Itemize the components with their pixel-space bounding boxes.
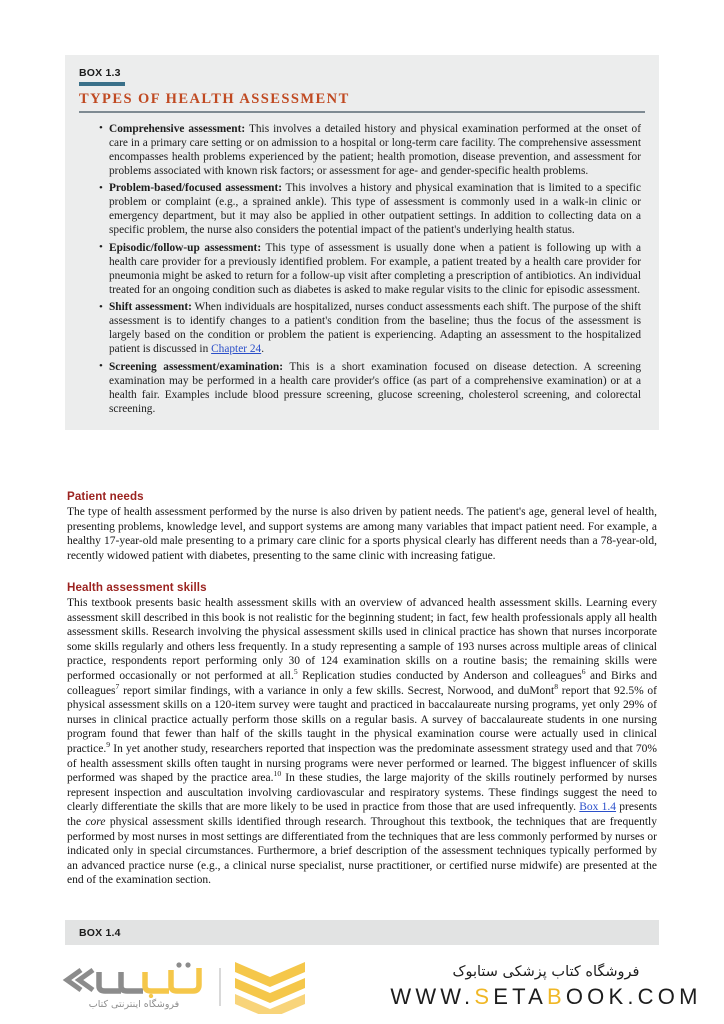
chapter-24-link[interactable]: Chapter 24 xyxy=(211,343,262,355)
paragraph-health-assessment-skills xyxy=(67,596,657,888)
box-1-4 xyxy=(65,920,659,945)
par-text: Replication studies conducted by Anderson and colleagues xyxy=(297,669,582,682)
bullet-term: Screening assessment/examination: xyxy=(109,360,284,373)
list-item xyxy=(99,241,641,297)
logo-subtitle: فروشگاه اینترنتی کتاب xyxy=(88,999,180,1010)
reference-marker-5[interactable]: 5 xyxy=(293,667,298,677)
footer-brand-text xyxy=(368,964,724,1010)
setabook-logo[interactable] xyxy=(0,960,368,1014)
list-item xyxy=(99,360,641,416)
bullet-dot: • xyxy=(99,122,103,134)
bullet-term: Shift assessment: xyxy=(109,301,192,313)
bullet-term: Episodic/follow-up assessment: xyxy=(109,241,262,254)
box-1-4-number: BOX 1.4 xyxy=(79,927,121,939)
reference-marker-6[interactable]: 6 xyxy=(581,667,586,677)
bullet-text: This involves a history and physical examination that is limited to a specific problem or complaint (e.g., a sprained ankle). This type of assessment is commonly used in a walk-in clinic or emergency department, but it may also be applied in other outpatient settings. In addition to collecting data on a specific problem, the nurse also considers the potential impact of the patient's underlying health status. xyxy=(109,182,641,236)
bullet-dot: • xyxy=(99,360,103,372)
box-1-3-title: TYPES OF HEALTH ASSESSMENT xyxy=(79,90,350,107)
reference-marker-10[interactable]: 10 xyxy=(273,769,282,779)
bullet-text: This type of assessment is usually done when a patient is following up with a health care provider for a previously identified problem. For example, a patient treated by a health care provider for pneumonia might be asked to return for a follow-up visit after completing a prescription of antibiotics. An individual treated for an ongoing condition such as diabetes is asked to make regular visits to the clinic for episodic assessment. xyxy=(109,241,641,296)
emphasis-core: core xyxy=(85,815,106,828)
box-1-3-divider xyxy=(79,111,645,113)
bullet-term: Problem-based/focused assessment: xyxy=(109,182,282,194)
website-url[interactable]: WWW.SETABOOK.COM xyxy=(390,984,702,1009)
bullet-text: When individuals are hospitalized, nurses conduct assessments each shift. The purpose of the shift assessment is to identify changes to a patient's condition from the baseline; thus the focus of the assessment is largely based on the condition or problem the patient is experiencing. Adapting an assessment to the hospitalized patient is discussed in xyxy=(109,301,641,355)
triple-chevron-mark-icon xyxy=(231,960,309,1014)
box-1-3-accent-rule xyxy=(79,82,125,86)
footer-watermark xyxy=(0,950,724,1024)
par-text: In yet another study, researchers reported that inspection was the predominate assessment strategy used and that 70% of health assessment skills often taught in nursing programs were never performed or learned. The biggest influencer of skills performed was shaped by the practice area. xyxy=(67,742,657,785)
section-heading-health-assessment-skills: Health assessment skills xyxy=(67,581,207,594)
list-item xyxy=(99,300,641,356)
par-text: This textbook presents basic health assessment skills with an overview of advanced health assessment skills. Learning every assessment skill described in this book is not realistic for the beginning student; in fact, few health professionals apply all health assessment skills. Research involving the physical assessment skills used in clinical practice has shown that nurses incorporate some skills regularly and others less frequently. In a study representing a sample of 193 nurses across multiple areas of clinical practice, respondents report performing only 30 of 124 examination skills on a routine basis; the remaining skills were performed occasionally or not performed at all. xyxy=(67,597,657,682)
reference-marker-9[interactable]: 9 xyxy=(106,740,111,750)
bullet-dot: • xyxy=(99,181,103,194)
logo-wordmark xyxy=(59,964,209,1010)
par-text: report that 92.5% of physical assessment skills on a 120-item survey were taught and practiced in baccalaureate nursing programs, yet only 29% of nurses in clinical practice actually perform those skills on a regular basis. A survey of baccalaureate students in one nursing program found that fewer than half of the skills taught in the physical examination course were actually used in clinical practice. xyxy=(67,684,657,755)
box-1-3-number: BOX 1.3 xyxy=(79,67,121,79)
paragraph-patient-needs: The type of health assessment performed by the nurse is also driven by patient needs. The patient's age, general level of health, presenting problems, knowledge level, and support systems are among many variables that impact patient need. For example, a healthy 17-year-old male presenting to a primary care clinic for a sports physical clearly has different needs than a 78-year-old, recently widowed patient with diabetes, presenting to the same clinic with increasing fatigue. xyxy=(67,506,657,562)
reference-marker-7[interactable]: 7 xyxy=(115,681,120,691)
par-text: report similar findings, with a variance in only a few skills. Secrest, Norwood, and duMont xyxy=(119,684,555,697)
reference-marker-8[interactable]: 8 xyxy=(554,681,559,691)
par-text: and Birks and colleagues xyxy=(67,669,657,697)
box-1-3 xyxy=(65,55,659,430)
setab-script-logo-icon xyxy=(59,962,209,998)
box-1-4-link[interactable]: Box 1.4 xyxy=(579,801,617,814)
logo-divider xyxy=(219,968,221,1006)
par-text: physical assessment skills identified through research. Throughout this textbook, the techniques that are frequently performed by most nurses in most settings are differentiated from the techniques that are less commonly performed by nurses or indicated only in special circumstances. Furthermore, a brief description of the assessment techniques typically performed by an advanced practice nurse (e.g., a clinical nurse specialist, nurse practitioner, or certified nurse midwife) are presented at the end of the examination section. xyxy=(67,815,658,887)
bullet-text-after: . xyxy=(261,343,265,355)
bullet-term: Comprehensive assessment: xyxy=(109,122,246,135)
list-item xyxy=(99,181,641,237)
section-heading-patient-needs: Patient needs xyxy=(67,490,144,503)
par-text: presents the xyxy=(67,801,657,828)
bullet-dot: • xyxy=(99,241,103,253)
bullet-dot: • xyxy=(99,300,103,313)
persian-tagline: فروشگاه کتاب پزشکی ستابوک xyxy=(452,964,640,980)
logo-script-icon xyxy=(59,964,209,998)
par-text: In these studies, the large majority of the skills routinely performed by nurses represent inspection and auscultation involving cardiovascular and respiratory systems. These findings suggest the need to clearly differentiate the skills that are more likely to be used in practice from those that are used infrequently. xyxy=(67,772,658,814)
bullet-text: This involves a detailed history and physical examination performed at the onset of care in a primary care setting or on admission to a hospital or long-term care facility. The comprehensive assessment encompasses health problems experienced by the patient; health promotion, disease prevention, and assessment for problems associated with known risk factors; or assessment for age- and gender-specific health problems. xyxy=(109,122,641,177)
list-item xyxy=(99,122,641,178)
bullet-text: This is a short examination focused on disease detection. A screening examination may be performed in a health care provider's office (as part of a comprehensive examination) or at a health fair. Examples include blood pressure screening, glucose screening, cholesterol screening, and colorectal screening. xyxy=(109,360,641,415)
box-1-3-bullet-list xyxy=(65,122,659,416)
